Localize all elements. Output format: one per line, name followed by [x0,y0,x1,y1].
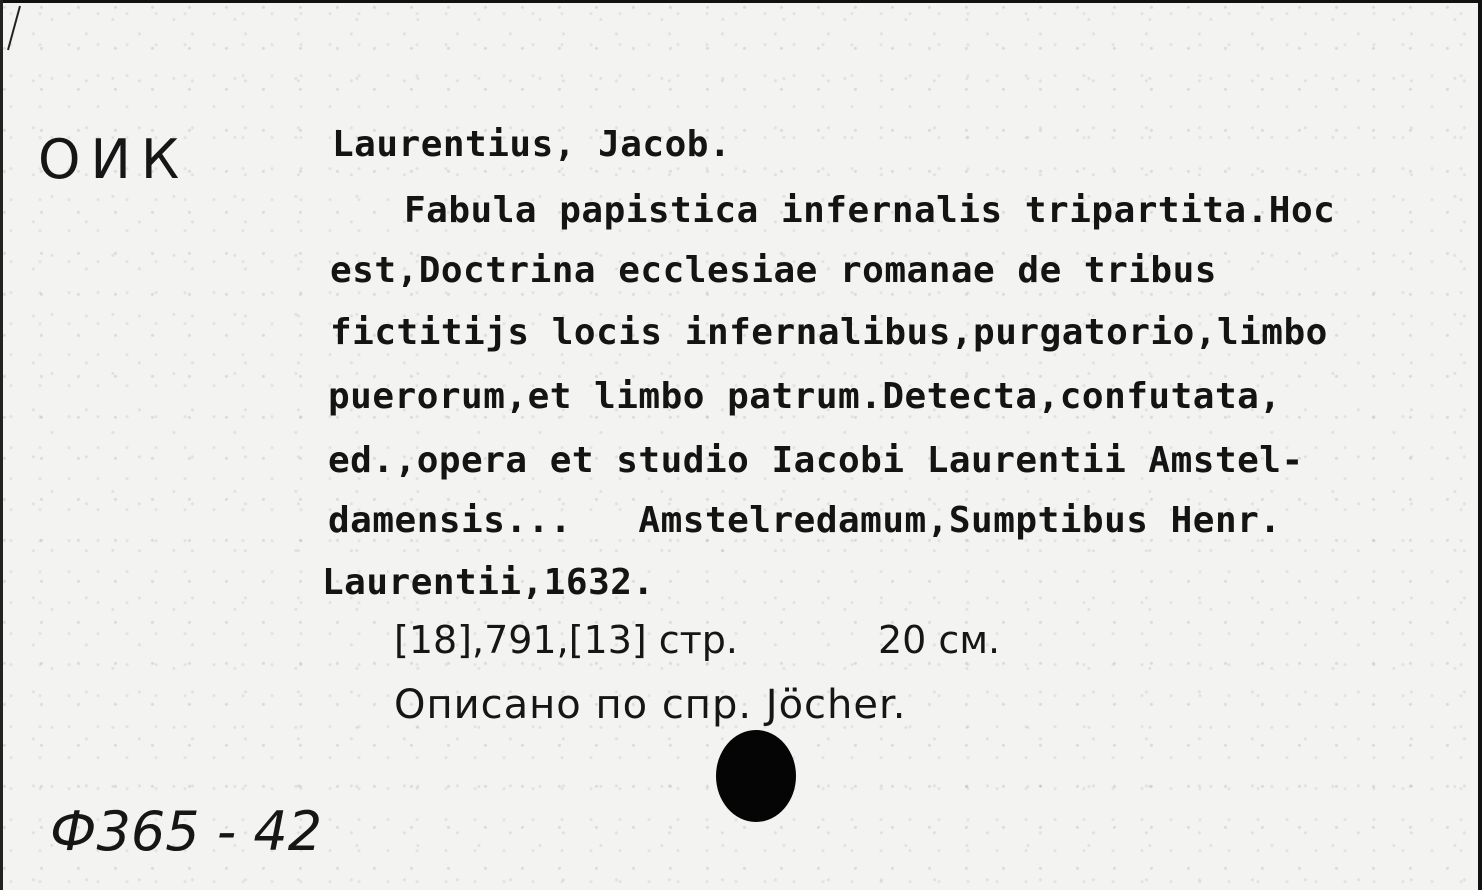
source-note: Описано по спр. Jöcher. [394,682,907,728]
corner-slash-mark [4,0,44,60]
scan-edge-left [0,0,3,890]
size-note: 20 см. [878,618,1001,662]
title-line-1: Fabula papistica infernalis tripartita.Hoc [404,190,1336,231]
pagination-note: [18],791,[13] стр. [394,618,739,662]
title-line-6: damensis... Amstelredamum,Sumptibus Henr. [328,500,1282,541]
title-line-4: puerorum,et limbo patrum.Detecta,confutata, [328,376,1282,417]
imprint-line: Laurentii,1632. [322,562,655,603]
author-heading: Laurentius, Jacob. [332,124,732,165]
title-line-3: fictitijs locis infernalibus,purgatorio,limbo [330,312,1328,353]
punch-hole [716,730,796,822]
scan-edge-right [1478,0,1482,890]
title-line-2: est,Doctrina ecclesiae romanae de tribus [330,250,1217,291]
scan-edge-top [0,0,1482,3]
title-line-5: ed.,opera et studio Iacobi Laurentii Amstel- [328,440,1304,481]
collection-code: ОИК [38,128,190,191]
shelfmark: Ф365 - 42 [50,800,323,863]
